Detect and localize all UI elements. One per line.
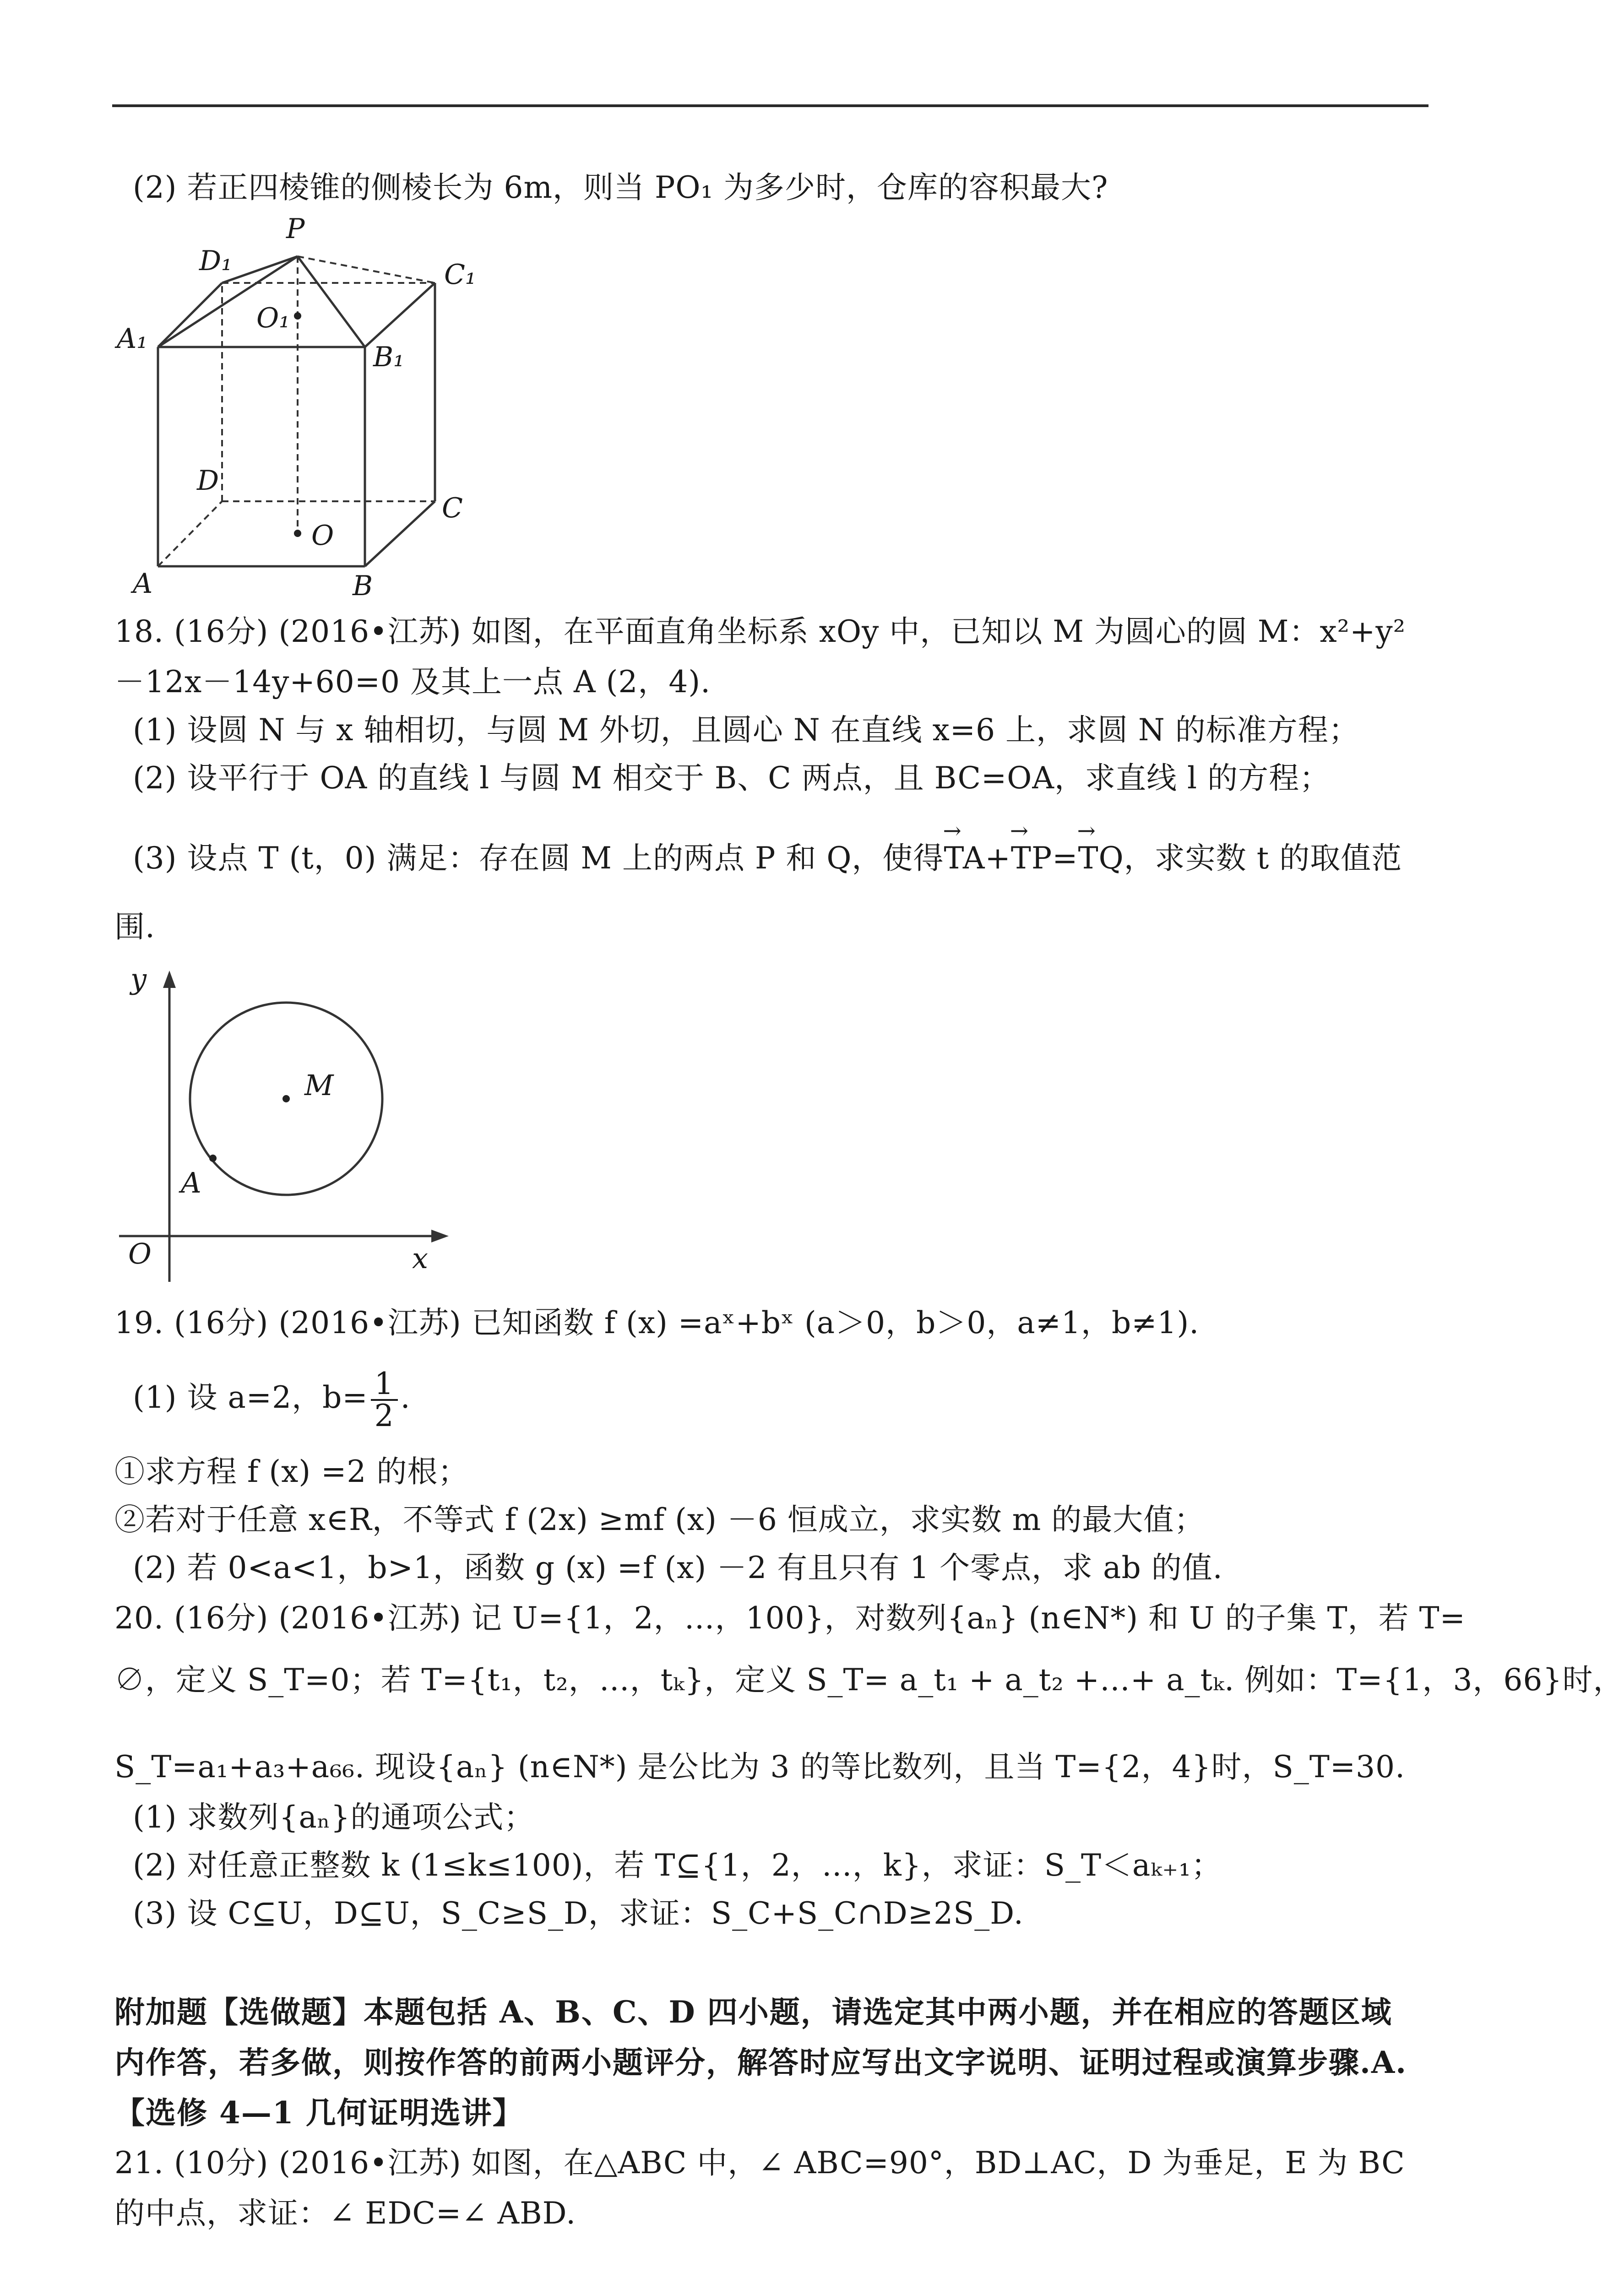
- vector-tq: → TQ: [1078, 840, 1124, 877]
- hidden-p-c1: [298, 256, 435, 283]
- q18-part3: [133, 840, 1402, 877]
- q20-stem: 20. (16分) (2016•江苏) 记 U={1，2，…，100}，对数列{aₙ} (n∈N*) 和 U 的子集 T，若 T=: [114, 1600, 1466, 1636]
- vector-tp: → TP: [1011, 840, 1052, 877]
- label-y: y: [130, 962, 147, 996]
- label-c: C: [442, 492, 463, 524]
- x-axis-arrow: [431, 1230, 449, 1242]
- q18-part3-pre: (3) 设点 T (t，0) 满足：存在圆 M 上的两点 P 和 Q，使得: [133, 841, 944, 876]
- q20-line3: S_T=a₁+a₃+a₆₆. 现设{aₙ} (n∈N*) 是公比为 3 的等比数列，且当 T={2，4}时，S_T=30.: [114, 1749, 1406, 1785]
- q18-stem-b: －12x－14y+60=0 及其上一点 A (2，4).: [114, 664, 711, 700]
- extra-line2: 内作答，若多做，则按作答的前两小题评分，解答时应写出文字说明、证明过程或演算步骤.A.: [114, 2045, 1407, 2080]
- point-o1: [294, 312, 301, 320]
- q19-part1-post: .: [400, 1380, 411, 1415]
- edge-b1-p: [298, 256, 365, 347]
- q18-part1: (1) 设圆 N 与 x 轴相切，与圆 M 外切，且圆心 N 在直线 x=6 上，求圆 N 的标准方程；: [133, 712, 1359, 748]
- point-o: [294, 530, 301, 537]
- equals-sign: =: [1052, 841, 1078, 876]
- label-a1: A₁: [117, 323, 148, 355]
- label-c1: C₁: [444, 259, 476, 291]
- q19-part1-pre: (1) 设 a=2，b=: [133, 1380, 368, 1415]
- fraction-one-half: [371, 1366, 398, 1433]
- extra-line3: 【选修 4—1 几何证明选讲】: [114, 2095, 524, 2131]
- plus-sign: +: [985, 841, 1011, 876]
- label-a: A: [181, 1166, 201, 1199]
- extra-line1: 附加题【选做题】本题包括 A、B、C、D 四小题，请选定其中两小题，并在相应的答题区域: [114, 1994, 1392, 2030]
- point-a: [209, 1155, 217, 1162]
- q19-part2: (2) 若 0<a<1，b>1，函数 g (x) =f (x) －2 有且只有 1 个零点，求 ab 的值.: [133, 1550, 1223, 1585]
- q18-part3-post: ，求实数 t 的取值范: [1124, 841, 1402, 876]
- label-b: B: [353, 570, 373, 602]
- q20-line2: [114, 1662, 1624, 1698]
- edge-b-c: [365, 501, 435, 566]
- label-d1: D₁: [199, 245, 233, 277]
- edge-d1-p: [222, 256, 298, 283]
- vector-ta: → TA: [944, 840, 985, 877]
- q21-line1: 21. (10分) (2016•江苏) 如图，在△ABC 中，∠ ABC=90°，BD⊥AC，D 为垂足，E 为 BC: [114, 2145, 1405, 2181]
- y-axis-arrow: [163, 971, 176, 988]
- q18-part2: (2) 设平行于 OA 的直线 l 与圆 M 相交于 B、C 两点，且 BC=OA，求直线 l 的方程；: [133, 760, 1331, 796]
- circle-figure: [110, 961, 476, 1291]
- edge-a1-d1: [158, 283, 222, 347]
- q20-part3: (3) 设 C⊆U，D⊆U，S_C≥S_D，求证：S_C+S_C∩D≥2S_D.: [133, 1896, 1024, 1931]
- label-o: O: [128, 1237, 152, 1270]
- label-o: O: [311, 520, 334, 552]
- q19-sub2: ②若对于任意 x∈R，不等式 f (2x) ≥mf (x) －6 恒成立，求实数 m 的最大值；: [114, 1502, 1205, 1537]
- q19-stem: 19. (16分) (2016•江苏) 已知函数 f (x) =aˣ+bˣ (a＞0，b＞0，a≠1，b≠1).: [114, 1305, 1200, 1340]
- hidden-a-d: [158, 501, 222, 566]
- q18-part3-end: 围.: [114, 909, 155, 944]
- label-x: x: [412, 1242, 428, 1275]
- q17-part2: (2) 若正四棱锥的侧棱长为 6m，则当 PO₁ 为多少时，仓库的容积最大?: [133, 170, 1108, 205]
- q20-part1: (1) 求数列{aₙ}的通项公式；: [133, 1800, 535, 1835]
- fraction-numerator: 1: [371, 1369, 398, 1401]
- prism-figure: [110, 211, 522, 613]
- point-m: [282, 1095, 290, 1102]
- fraction-denominator: 2: [374, 1398, 394, 1433]
- top-rule: [112, 104, 1428, 107]
- label-o1: O₁: [256, 302, 290, 334]
- label-b1: B₁: [373, 341, 405, 373]
- label-m: M: [304, 1069, 334, 1102]
- q20-line2-post: . 例如：T={1，3，66}时，: [1224, 1662, 1624, 1698]
- q20-part2: (2) 对任意正整数 k (1≤k≤100)，若 T⊆{1，2，…，k}，求证：S_T＜aₖ₊₁；: [133, 1848, 1222, 1883]
- q20-line2-pre: ∅，定义 S_T=0；若 T={t₁，t₂，…，tₖ}，定义 S_T=: [114, 1662, 890, 1698]
- q21-line2: 的中点，求证：∠ EDC=∠ ABD.: [114, 2196, 576, 2231]
- q20-line2-sum: a_t₁ + a_t₂ +…+ a_tₖ: [899, 1662, 1225, 1698]
- label-d: D: [197, 465, 219, 497]
- label-a: A: [133, 568, 153, 600]
- edge-b1-c1: [365, 283, 435, 347]
- q18-stem-a: 18. (16分) (2016•江苏) 如图，在平面直角坐标系 xOy 中，已知以 M 为圆心的圆 M：x²+y²: [114, 614, 1406, 649]
- q19-sub1: ①求方程 f (x) =2 的根；: [114, 1454, 469, 1489]
- label-p: P: [286, 213, 305, 245]
- q19-part1: [133, 1366, 411, 1433]
